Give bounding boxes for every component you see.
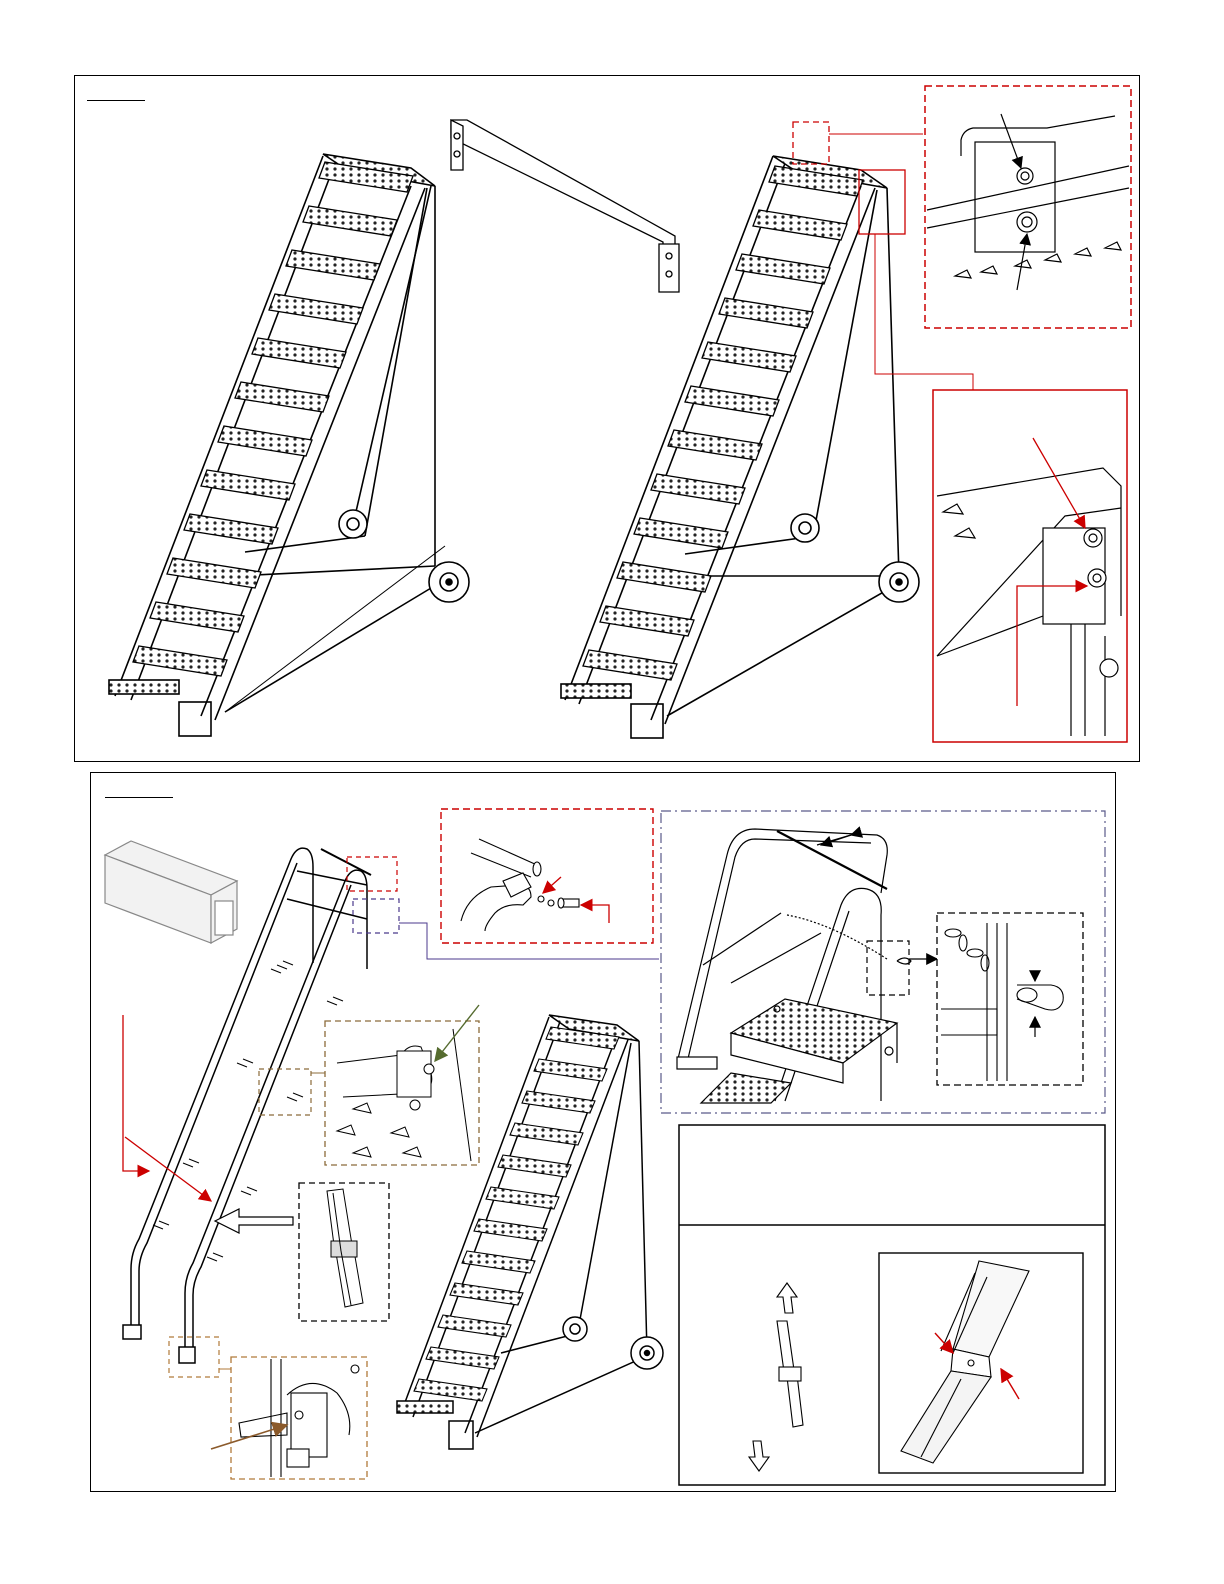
callout-top-left-marker <box>793 122 829 164</box>
square-tube <box>105 841 237 943</box>
callout-rail-chain-marker <box>353 899 399 933</box>
callout-rail-top-marker <box>347 857 397 891</box>
step-2-panel <box>90 772 1116 1492</box>
step-1-panel <box>74 75 1140 762</box>
detail-b-bracket-view <box>933 390 1127 742</box>
detail-a-bolt-view <box>925 86 1131 328</box>
rail-bracket-detail <box>311 1005 479 1165</box>
rail-foot-detail <box>211 1357 367 1479</box>
splice-sleeve-detail <box>299 1183 389 1321</box>
step-1-illustration <box>75 76 1141 763</box>
top-bracket <box>451 120 679 292</box>
splice-note-text-box <box>679 1125 1105 1225</box>
detail-d-chain-view <box>661 811 1105 1113</box>
detail-c-bolt-washer <box>441 809 653 943</box>
ladder-right-treads <box>583 166 863 680</box>
ladder-left-treads <box>133 162 413 676</box>
arrow-icon <box>215 1209 293 1233</box>
